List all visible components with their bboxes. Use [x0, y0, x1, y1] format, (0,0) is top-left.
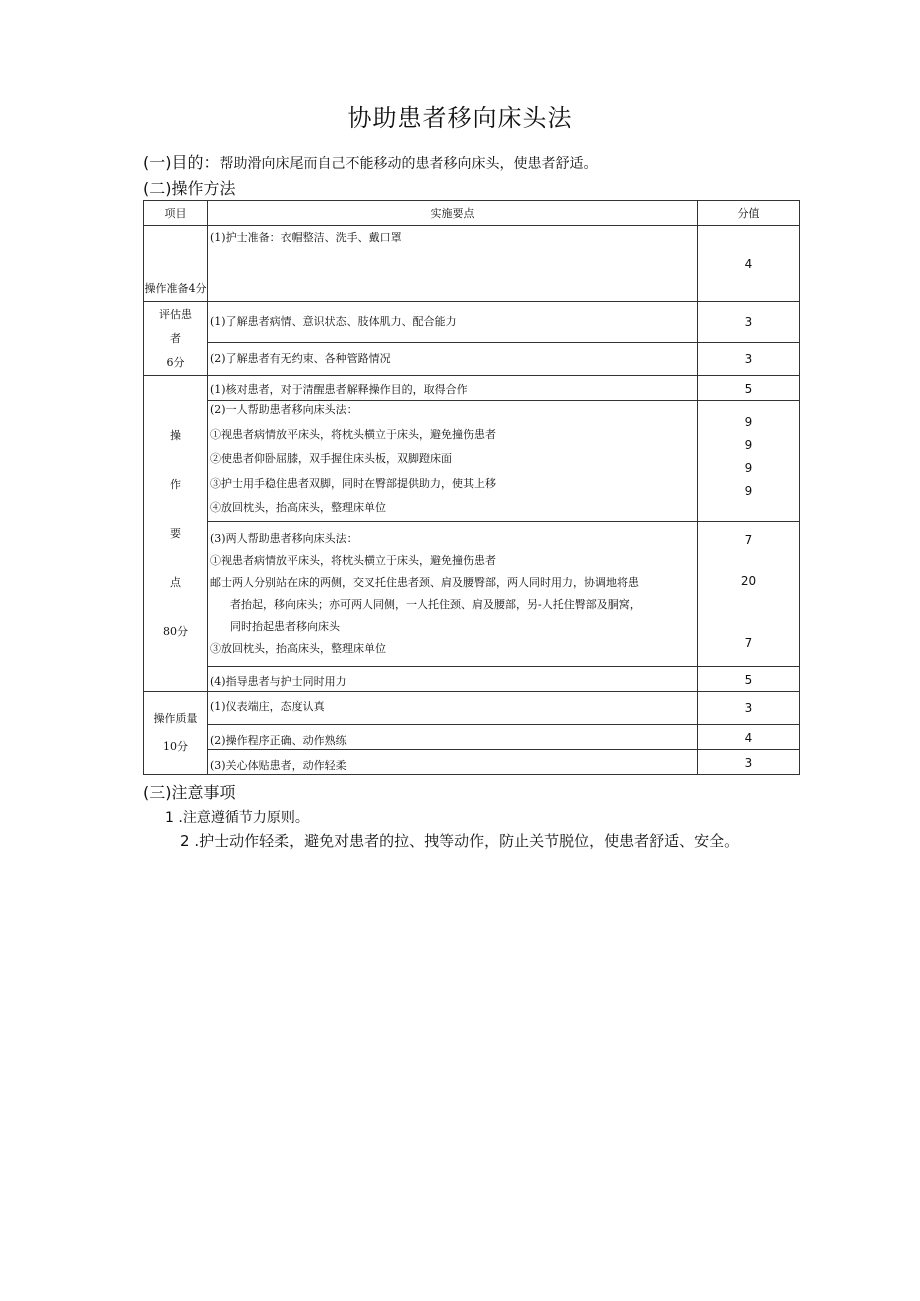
purpose-heading: (一)目的： — [143, 153, 220, 172]
note-2-number: 2 — [180, 832, 190, 850]
table-row — [144, 725, 800, 750]
quality-step-2: (2)操作程序正确、动作熟练 — [210, 734, 347, 747]
ops-score-cell-2 — [698, 401, 800, 522]
ops-score-2-a: 9 — [744, 415, 753, 429]
note-item-1 — [165, 807, 309, 827]
ops-step-cell-2 — [208, 401, 698, 522]
table-row — [144, 692, 800, 725]
table-row — [144, 401, 800, 522]
quality-step-1: (1)仪表端庄，态度认真 — [210, 700, 325, 713]
quality-item-line1: 操作质量 — [153, 712, 198, 725]
quality-item — [144, 692, 208, 775]
table-row — [144, 750, 800, 775]
table-row — [144, 376, 800, 401]
purpose-text: 帮助滑向床尾而自己不能移动的患者移向床头，使患者舒适。 — [219, 156, 598, 172]
header-points: 实施要点 — [208, 201, 698, 226]
ops-step-3-b-line1: 邮士两人分别站在床的两侧，交叉托住患者颈、肩及腰臀部，两人同时用力，协调地将患 — [210, 576, 639, 589]
ops-item-char-2: 作 — [170, 478, 181, 491]
header-score: 分值 — [698, 201, 800, 226]
notes-heading-text: (三)注意事项 — [143, 783, 236, 802]
ops-score-2-b: 9 — [744, 438, 753, 452]
assess-score-1: 3 — [698, 302, 800, 343]
method-heading — [143, 176, 236, 199]
assess-item-line1: 评估患 — [159, 307, 192, 321]
purpose-line — [143, 150, 598, 173]
prep-step-cell — [208, 226, 698, 302]
ops-score-cell-3 — [698, 522, 800, 667]
ops-item-score: 80分 — [163, 625, 188, 638]
quality-score-3: 3 — [698, 750, 800, 775]
table-row — [144, 667, 800, 692]
table-row — [144, 226, 800, 302]
ops-step-2-c: ③护士用手稳住患者双脚，同时在臀部提供助力，使其上移 — [210, 477, 496, 490]
assess-step-cell-2 — [208, 343, 698, 376]
note-1-text: .注意遵循节力原则。 — [178, 810, 309, 826]
prep-step: (1)护士准备：衣帽整洁、洗手、戴口罩 — [210, 231, 402, 244]
ops-step-2-b: ②使患者仰卧屈膝，双手握住床头板，双脚蹬床面 — [210, 452, 452, 465]
prep-item — [144, 226, 208, 302]
ops-score-3-b: 20 — [740, 574, 757, 588]
header-item: 项目 — [144, 201, 208, 226]
note-item-2 — [180, 830, 739, 851]
ops-item-char-1: 操 — [170, 429, 181, 442]
quality-step-cell-3 — [208, 750, 698, 775]
ops-step-4: (4)指导患者与护士同时用力 — [210, 675, 347, 688]
ops-step-2-d: ④放回枕头，抬高床头，整理床单位 — [210, 501, 386, 514]
ops-step-cell-4 — [208, 667, 698, 692]
quality-score-1: 3 — [698, 692, 800, 725]
assess-step-cell-1 — [208, 302, 698, 343]
ops-step-3-title: (3)两人帮助患者移向床头法： — [210, 532, 358, 545]
quality-step-3: (3)关心体贴患者，动作轻柔 — [210, 759, 347, 772]
ops-step-3-b — [208, 572, 697, 638]
assess-item-line3: 6分 — [166, 355, 185, 369]
table-row — [144, 343, 800, 376]
assess-item — [144, 302, 208, 376]
assess-step-1: (1)了解患者病情、意识状态、肢体肌力、配合能力 — [210, 315, 457, 328]
ops-step-3-b-line3: 同时抬起患者移向床头 — [230, 620, 340, 633]
prep-score: 4 — [698, 226, 800, 302]
quality-step-cell-1 — [208, 692, 698, 725]
assess-item-line2: 者 — [170, 331, 181, 345]
ops-item-char-3: 要 — [170, 527, 181, 540]
ops-item-char-4: 点 — [170, 576, 181, 589]
table-header-row — [144, 201, 800, 226]
notes-heading — [143, 780, 236, 803]
table-row — [144, 302, 800, 343]
prep-item-text: 操作准备4分 — [144, 282, 207, 295]
ops-step-1: (1)核对患者，对于清醒患者解释操作目的，取得合作 — [210, 383, 468, 396]
assess-score-2: 3 — [698, 343, 800, 376]
ops-score-4: 5 — [698, 667, 800, 692]
ops-score-2-d: 9 — [744, 484, 753, 498]
quality-item-line2: 10分 — [163, 740, 188, 753]
assess-step-2: (2)了解患者有无约束、各种管路情况 — [210, 352, 391, 365]
ops-step-2-a: ①视患者病情放平床头，将枕头横立于床头，避免撞伤患者 — [210, 428, 496, 441]
ops-step-3-c: ③放回枕头，抬高床头，整理床单位 — [210, 642, 386, 655]
quality-step-cell-2 — [208, 725, 698, 750]
table-row — [144, 522, 800, 667]
ops-score-3-c: 7 — [744, 636, 753, 650]
ops-step-3-b-line2: 者抬起，移向床头；亦可两人同侧，一人托住颈、肩及腰部，另-人托住臀部及胴窝， — [230, 598, 641, 611]
ops-item — [144, 376, 208, 692]
ops-score-2-c: 9 — [744, 461, 753, 475]
quality-score-2: 4 — [698, 725, 800, 750]
method-heading-text: (二)操作方法 — [143, 179, 236, 198]
ops-score-3-a: 7 — [744, 533, 753, 547]
procedure-table — [143, 200, 800, 775]
ops-step-cell-3 — [208, 522, 698, 667]
ops-step-3-a: ①视患者病情放平床头，将枕头横立于床头，避免撞伤患者 — [210, 554, 496, 567]
ops-score-1: 5 — [698, 376, 800, 401]
note-1-number: 1 — [165, 810, 174, 826]
page-title: 协助患者移向床头法 — [347, 104, 573, 132]
note-2-text: .护士动作轻柔，避免对患者的拉、拽等动作，防止关节脱位，使患者舒适、安全。 — [194, 832, 740, 850]
ops-step-cell-1 — [208, 376, 698, 401]
ops-step-2-title: (2)一人帮助患者移向床头法： — [210, 403, 358, 416]
